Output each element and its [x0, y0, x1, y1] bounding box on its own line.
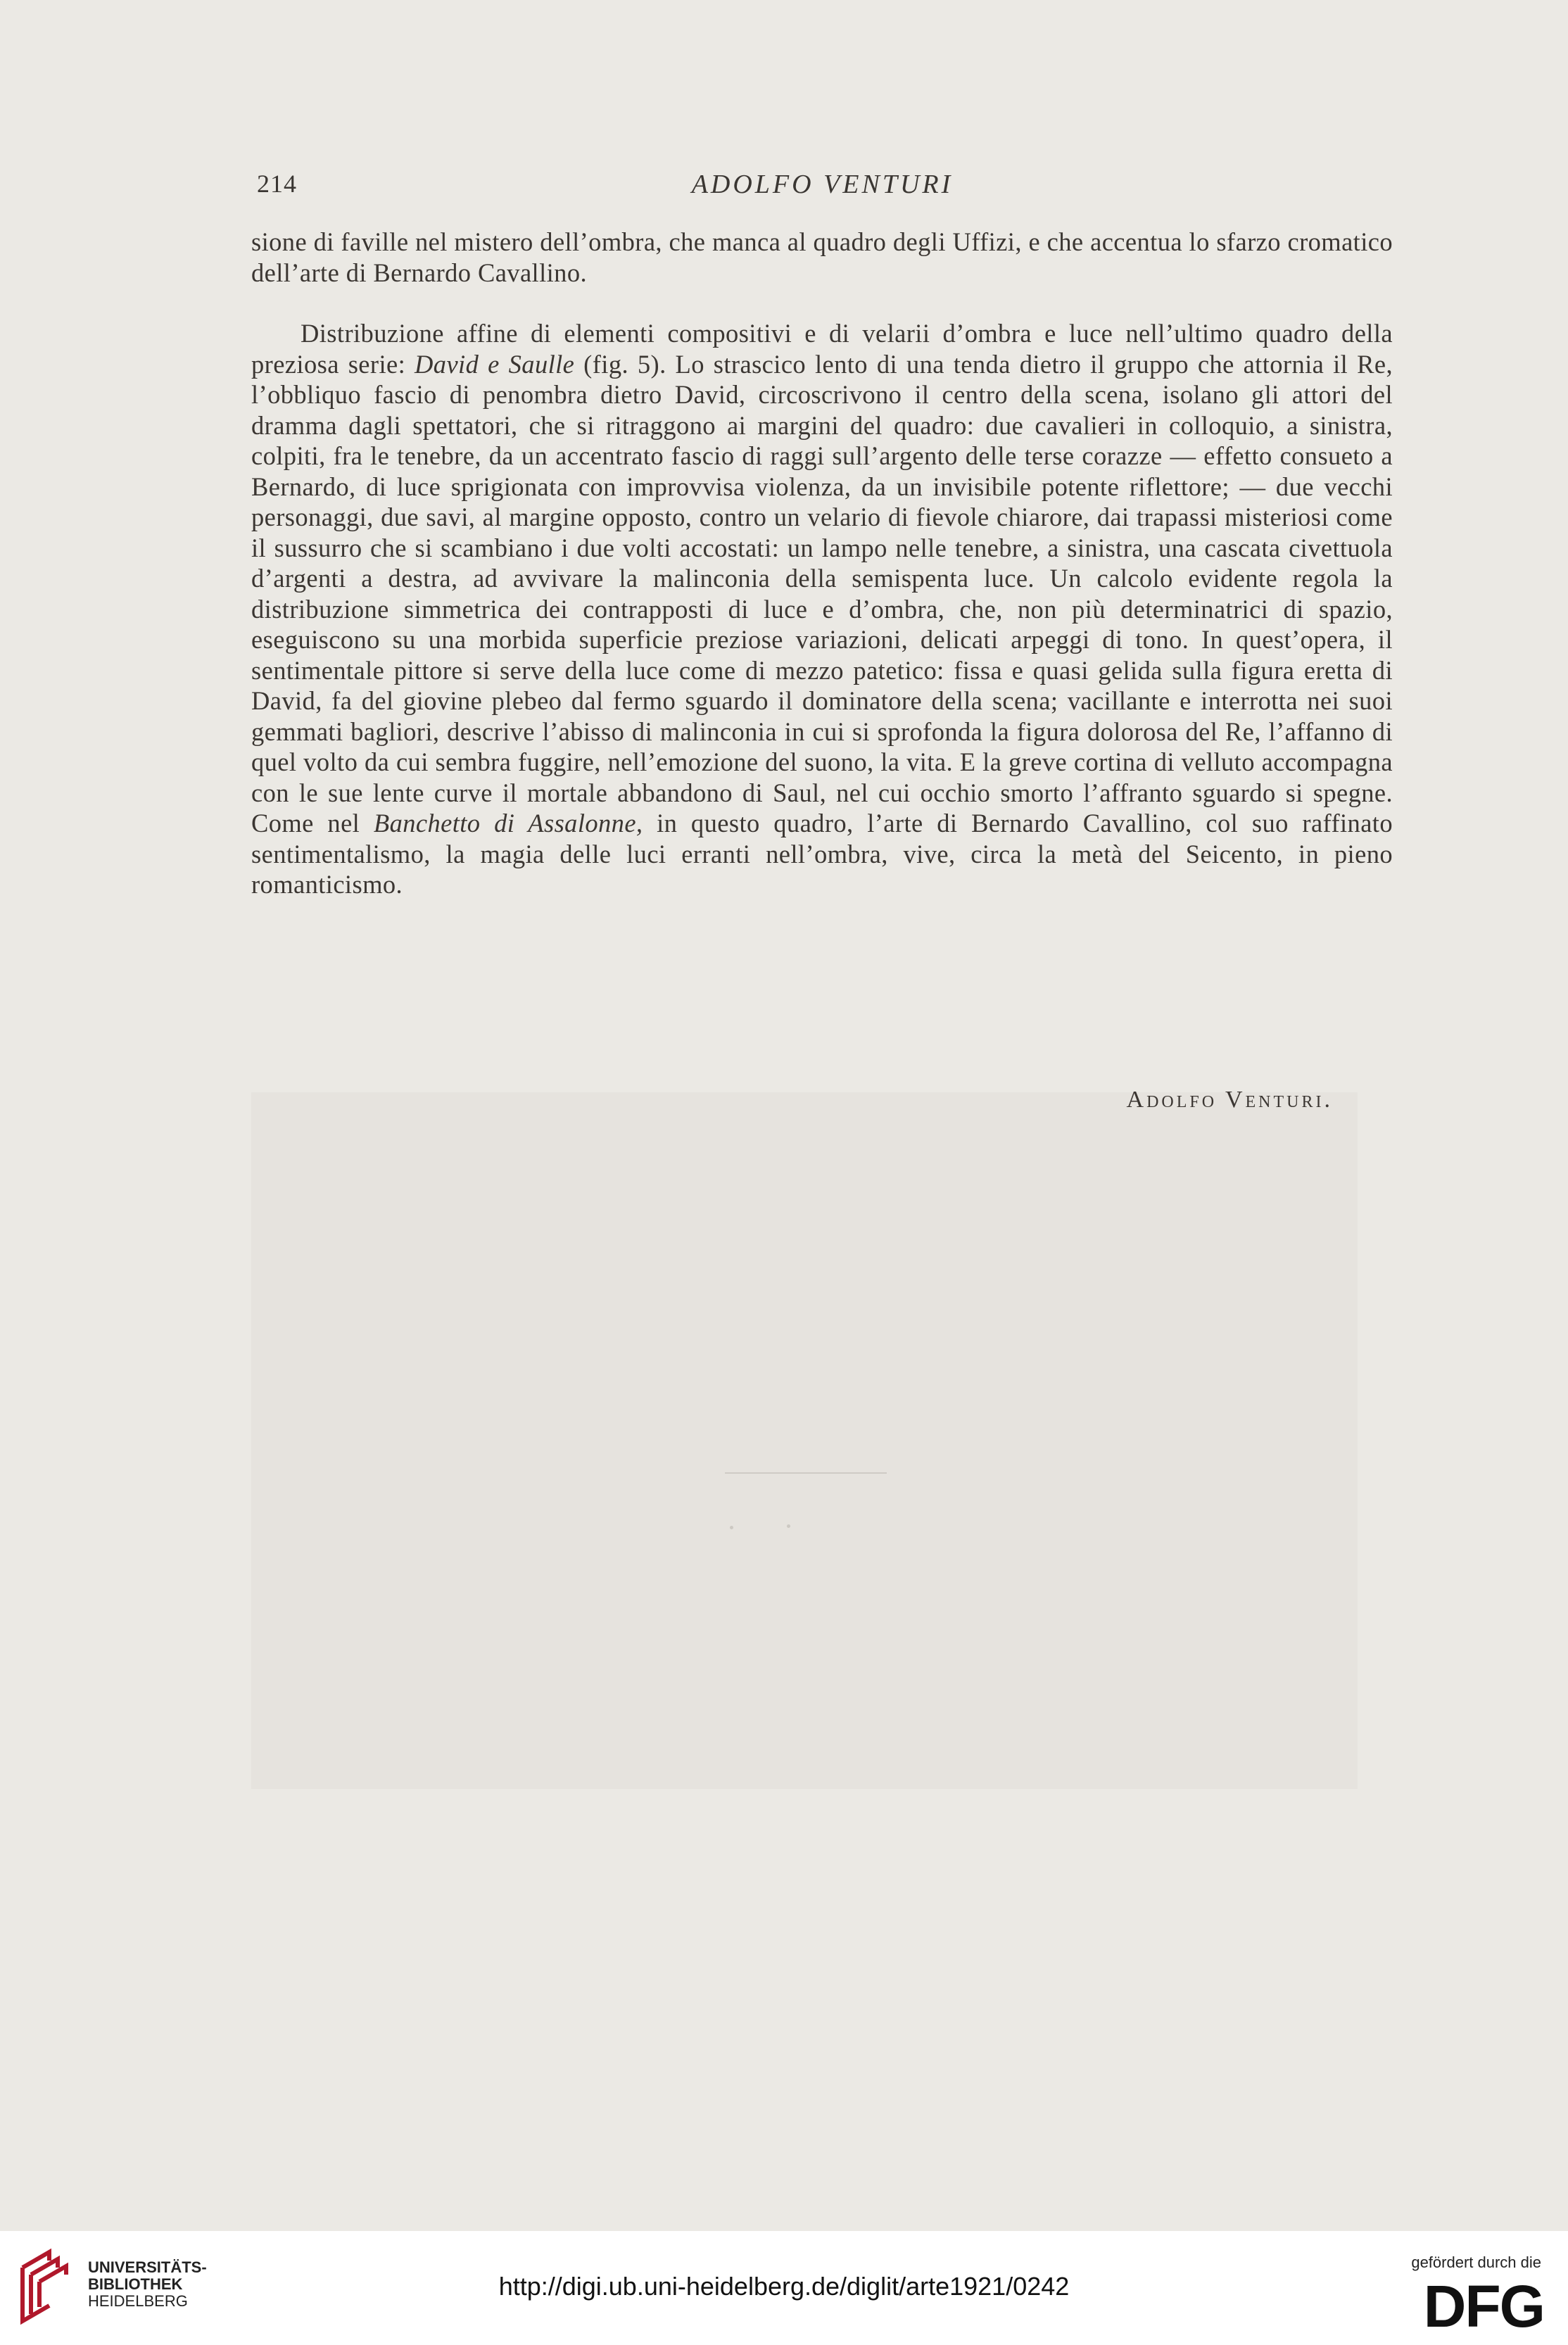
faint-rule: [725, 1472, 887, 1474]
paragraph-text: (fig. 5). Lo strascico lento di una tenda dietro il gruppo che attornia il Re, l’obbliquo fascio di penombra dietro David, circoscrivono il centro della scena, isolano gli attori del dramma dagli spettatori, che si ritraggono ai margini del quadro: due cavalieri in colloquio, a sinistra, colpiti, fra le tenebre, da un accentrato fascio di raggi sull’argento delle terse corazze — effetto consueto a Bernardo, di luce sprigionata con improvvisa violenza, da un invisibile potente riflettore; — due vecchi personaggi, due savi, al margine opposto, contro un velario di fievole chiarore, dai trapassi misteriosi come il sussurro che si scambiano i due volti accostati: un lampo nelle tenebre, a sinistra, una cascata civettuola d’argenti a destra, ad avvivare la malinconia della semispenta luce. Un calcolo evidente regola la distribuzione simmetrica dei contrapposti di luce e d’ombra, che, non più determinatrici di spazio, eseguiscono su una morbida superficie preziose variazioni, delicati arpeggi di tono. In quest’opera, il sentimentale pittore si serve della luce come di mezzo patetico: fissa e quasi gelida sulla figura eretta di David, fa del giovine plebeo dal fermo sguardo il dominatore della scena; vacillante e interrotta nei suoi gemmati bagliori, descrive l’abisso di malinconia in cui si sprofonda la figura dolorosa del Re, l’affanno di quel volto da cui sembra fuggire, nell’emozione del suono, la vita. E la greve cortina di velluto accompagna con le sue lente curve il mortale abbandono di Saul, nel cui occhio smorto l’affranto sguardo si spegne. Come nel: [251, 349, 1393, 838]
speck: [730, 1526, 733, 1529]
permalink-url[interactable]: http://digi.ub.uni-heidelberg.de/diglit/arte1921/0242: [498, 2272, 1070, 2301]
author-signature: Adolfo Venturi.: [1126, 1087, 1333, 1113]
dfg-logo: DFG: [1423, 2273, 1544, 2339]
funded-by-label: gefördert durch die: [1411, 2254, 1541, 2271]
blank-plate-area: [251, 1092, 1358, 1789]
paragraph-text: Distribuzione affine di elementi compositivi e di velarii d’ombra e luce nell’ultimo quadro della preziosa serie:: [251, 319, 1393, 379]
artwork-title: Banchetto di Assalonne,: [373, 809, 643, 838]
digitization-footer: [0, 2231, 1568, 2345]
article-body: [251, 227, 1393, 900]
running-head: ADOLFO VENTURI: [691, 170, 954, 199]
page-header: [251, 169, 1393, 211]
speck: [787, 1524, 790, 1528]
artwork-title: David e Saulle: [415, 349, 575, 379]
page-number: 214: [257, 170, 297, 198]
paragraph-text: in questo quadro, l’arte di Bernardo Cavallino, col suo raffinato sentimentalismo, la magia delle luci erranti nell’ombra, vive, circa la metà del Seicento, in pieno romanticismo.: [251, 809, 1393, 899]
library-name: UNIVERSITÄTS- BIBLIOTHEK HEIDELBERG: [88, 2258, 207, 2310]
paragraph: [251, 318, 1393, 900]
paragraph: sione di faville nel mistero dell’ombra, che manca al quadro degli Uffizi, e che accentua lo sfarzo cromatico dell’arte di Bernardo Cavallino.: [251, 227, 1393, 287]
